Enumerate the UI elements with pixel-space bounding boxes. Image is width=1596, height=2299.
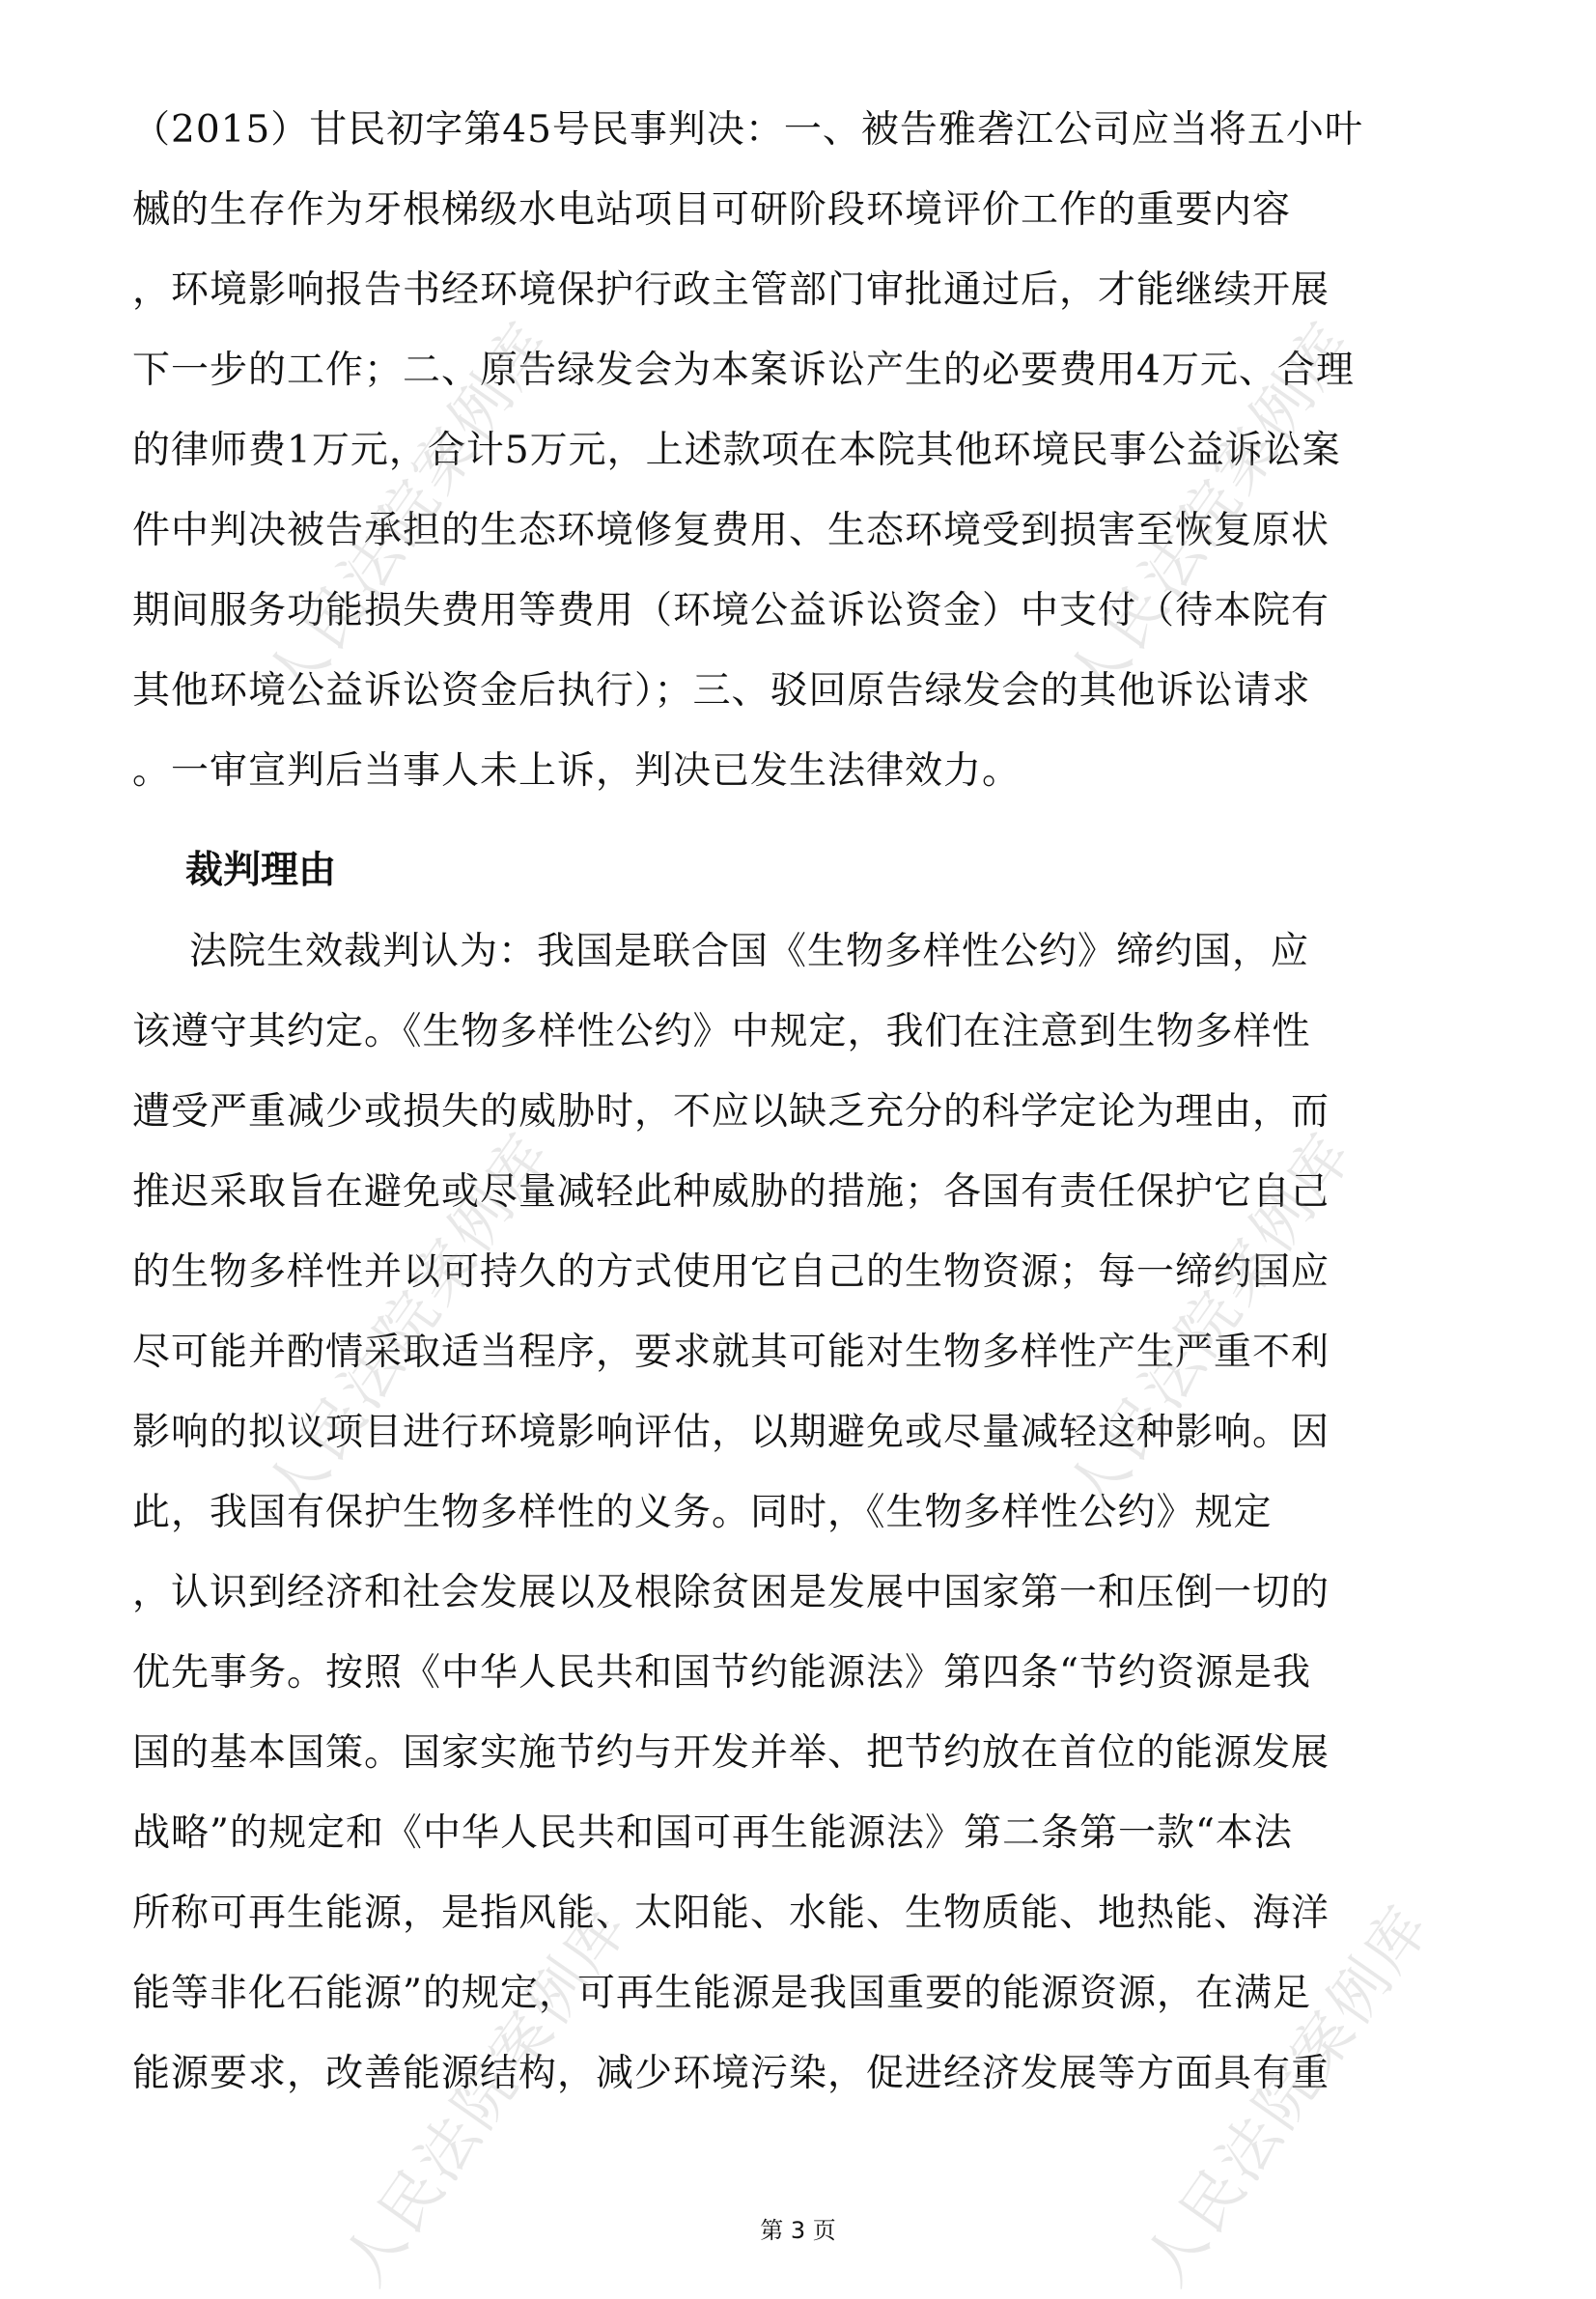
text-line: ，环境影响报告书经环境保护行政主管部门审批通过后，才能继续开展 [132,268,1330,312]
watermark-text: 人民法院案例库 [328,1891,643,2298]
text-line: 法院生效裁判认为：我国是联合国《生物多样性公约》缔约国，应 [189,930,1310,973]
text-line: 。一审宣判后当事人未上诉，判决已发生法律效力。 [132,749,1022,793]
text-line: 推迟采取旨在避免或尽量减轻此种威胁的措施；各国有责任保护它自己 [132,1170,1330,1214]
text-line: 遭受严重减少或损失的威胁时，不应以缺乏充分的科学定论为理由，而 [132,1090,1330,1134]
watermark-text: 人民法院案例库 [1052,307,1367,715]
text-line: 能等非化石能源”的规定，可再生能源是我国重要的能源资源，在满足 [132,1972,1311,2015]
text-line: 战略”的规定和《中华人民共和国可再生能源法》第二条第一款“本法 [132,1811,1293,1855]
text-line: 国的基本国策。国家实施节约与开发并举、把节约放在首位的能源发展 [132,1731,1330,1775]
text-line: 尽可能并酌情采取适当程序，要求就其可能对生物多样性产生严重不利 [132,1331,1330,1374]
text-line: 能源要求，改善能源结构，减少环境污染，促进经济发展等方面具有重 [132,2052,1330,2095]
text-line: 该遵守其约定。《生物多样性公约》中规定，我们在注意到生物多样性 [132,1010,1311,1053]
text-line: 优先事务。按照《中华人民共和国节约能源法》第四条“节约资源是我 [132,1651,1311,1695]
section-heading: 裁判理由 [185,849,337,892]
text-line: 期间服务功能损失费用等费用（环境公益诉讼资金）中支付（待本院有 [132,589,1330,632]
text-line: 件中判决被告承担的生态环境修复费用、生态环境受到损害至恢复原状 [132,509,1330,552]
watermark-text: 人民法院案例库 [1130,1891,1444,2298]
page-number: 第 3 页 [760,2217,836,2244]
text-line: 其他环境公益诉讼资金后执行）；三、驳回原告绿发会的其他诉讼请求 [132,669,1311,713]
text-line: 的律师费1万元，合计5万元，上述款项在本院其他环境民事公益诉讼案 [132,429,1341,472]
text-line: ，认识到经济和社会发展以及根除贫困是发展中国家第一和压倒一切的 [132,1571,1330,1614]
watermark-text: 人民法院案例库 [251,1118,566,1526]
text-line: 下一步的工作；二、原告绿发会为本案诉讼产生的必要费用4万元、合理 [132,349,1355,392]
text-line: （2015）甘民初字第45号民事判决：一、被告雅砻江公司应当将五小叶 [132,108,1363,152]
watermark-text: 人民法院案例库 [251,307,566,715]
text-line: 影响的拟议项目进行环境影响评估，以期避免或尽量减轻这种影响。因 [132,1411,1330,1454]
watermark-text: 人民法院案例库 [1052,1118,1367,1526]
text-line: 此，我国有保护生物多样性的义务。同时，《生物多样性公约》规定 [132,1491,1273,1534]
text-line: 的生物多样性并以可持久的方式使用它自己的生物资源；每一缔约国应 [132,1250,1330,1294]
text-line: 槭的生存作为牙根梯级水电站项目可研阶段环境评价工作的重要内容 [132,188,1292,232]
text-line: 所称可再生能源，是指风能、太阳能、水能、生物质能、地热能、海洋 [132,1892,1330,1935]
